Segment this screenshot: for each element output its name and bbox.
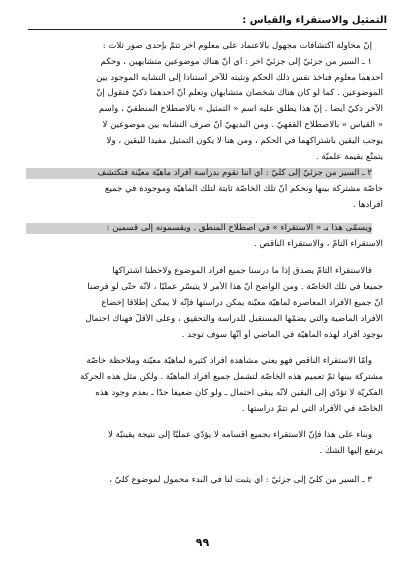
paragraph-line: أحدهما معلوم فنأخذ نفس ذلك الحكم ونثبته للآخر استناداً إلى التشابه الموجود بين <box>96 73 383 83</box>
paragraph-line: خاصّة مشتركة بينها ونحكم أنّ تلك الخاصّة ثابتة لتلك الماهيّة وموجودة في جميع <box>104 184 383 194</box>
paragraph-line: « القياس » بالاصطلاح الفقهيّ . ومن البديهيّ أنّ صرف التشابه بين موضوعين لا <box>102 120 383 130</box>
paragraph-line: مشتركة بينها ثمّ تعميم هذه الخاصّة لتشمل جميع أفراد الماهيّة . ولكن مثل هذه الحركة <box>80 372 383 382</box>
paragraph-line: الفكريّة لا تؤدّي إلى اليقين لأنّه يبقى احتمال ـ ولو كان ضعيفاً جدّاً ـ بعدم وجود هذه <box>95 388 383 398</box>
paragraph-line: فالاستقراء التامّ يصدق إذا ما درسنا جميع أفراد الموضوع ولاحظنا اشتراكها <box>112 266 372 276</box>
paragraph-line: جميعاً في تلك الخاصّة . ومن الواضح أنّ هذا الأمر لا يتيسّر عمليّاً ، لأنّه حتّى لو فرضنا <box>87 282 383 292</box>
paragraph-line: أفرادها . <box>352 200 383 210</box>
paragraph-line: يوجب اليقين باشتراكهما في الحكم ، ومن هنا لا يكون التمثيل مفيداً لليقين ، ولا <box>106 136 383 146</box>
paragraph-line: الخاصّة في الأفراد التي لم تتمّ دراستها . <box>241 404 383 414</box>
paragraph-line: الأفراد الماضية والتي يضمّها المستقبل للدراسة والتحقيق ، وعلى الأقلّ فهناك احتمال <box>85 314 383 324</box>
paragraph-line: الاستقراء التامّ ، والاستقراء الناقص . <box>254 239 383 249</box>
page-number: ٩٩ <box>195 536 210 549</box>
section-title: التمثيل والاستقراء والقياس : <box>242 15 387 26</box>
paragraph-line: إنّ محاولة اكتشافات مجهول بالاعتماد على معلوم آخر تتمّ بإحدى صور ثلاث : <box>102 41 372 51</box>
paragraph-line: بوجود أفراد لهذه الماهيّة في الماضي أو أنّها سوف توجد . <box>181 330 383 340</box>
paragraph-line: ٣ ـ السير من كلّيّ إلى جزئيّ : أي يثبت لنا في البدء محمول لموضوع كلّيّ ، <box>109 475 372 485</box>
paragraph-line: يتمتّع بقيمة علميّة . <box>315 152 383 162</box>
paragraph-line: ١ ـ السير من جزئيّ إلى جزئيّ آخر : أي أنّ هناك موضوعين متشابهين ، وحكم <box>100 57 372 67</box>
paragraph-line: وأمّا الاستقراء الناقص فهو يعني مشاهدة أفراد كثيرة لماهيّة معيّنة وملاحظة خاصّة <box>86 356 372 366</box>
paragraph-line: الموضوعين . كما لو كان هناك شخصان متشابهان ونعلم أنّ أحدهما ذكيّ فنقول إنّ <box>96 88 383 98</box>
paragraph-line: ويسمّى هذا بـ « الاستقراء » في اصطلاح المنطق . ويقسمونه إلى قسمين : <box>26 223 372 234</box>
paragraph-line: ٢ ـ السير من جزئيّ إلى كلّيّ : أي أننا نقوم بدراسة أفراد ماهيّة معيّنة فنكتشف <box>26 168 372 179</box>
paragraph-line: أنّ جميع الأفراد المعاصرة لماهيّة معيّنة يمكن دراستها فإنّه لا يمكن إطلاقاً إخضاع <box>101 298 383 308</box>
title-divider <box>28 29 387 30</box>
paragraph-line: وبناء على هذا فإنّ الاستقراء بجميع أقسامه لا يؤدّي عمليّاً إلى نتيجة يقينيّة لا <box>108 430 372 440</box>
paragraph-line: الآخر ذكيّ أيضاً . إنّ هذا يطلق عليه اسم « التمثيل » بالاصطلاح المنطقيّ ، واسم <box>98 104 383 114</box>
paragraph-line: يرتفع إليها الشكّ . <box>319 446 383 456</box>
